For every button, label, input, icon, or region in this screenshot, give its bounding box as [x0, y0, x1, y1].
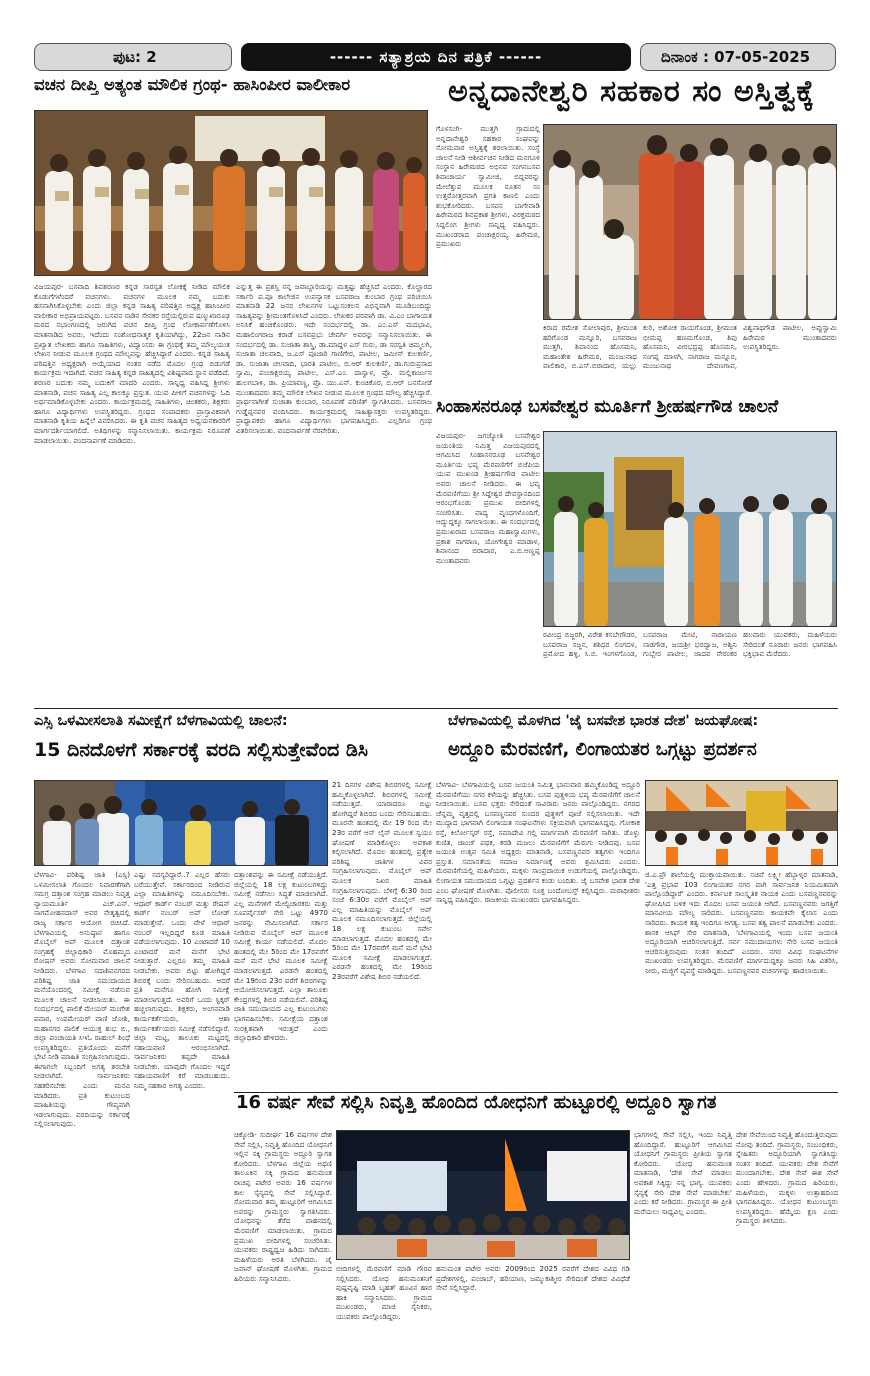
basavesha-headline: ಅದ್ದೂರಿ ಮೆರವಣಿಗೆ, ಲಿಂಗಾಯತರ ಒಗ್ಗಟ್ಟು ಪ್ರದರ್ಶನ	[448, 741, 757, 760]
simhasana-headline: ಸಿಂಹಾಸನರೂಢ ಬಸವೇಶ್ವರ ಮೂರ್ತಿಗೆ ಶ್ರೀಹರ್ಷಗೌಡ ಚಾಲನೆ	[436, 398, 779, 417]
annadaneshwari-caption: ಕಿರಾದ ರಮೇಶ ಸೋಲಾಪುರ, ಶ್ರೀಮಂತ ಹರಿಗೊಂಡ ಮನ್ನೂರಿ, ಬಸವರಾಜ ಮುತ್ತಗಿ, ಶಿವಾನಂದ ಹೊಸಮನಿ, ಮಹಾಂತೇಶ ಹಿರೇಮಠ, ಮಂಜುನಾಥ ವಾಲಿಕಾರ, ಬಿ.ಎಸ್.ಬಿರಾದಾರ, ಯಲ್ಲು ಕುರಿ, ಅಶೋಕ ರಾಯಗೊಂಡ, ಶ್ರೀಮಂತ ಭೀಮಪ್ಪ ಹಣಮಗೊಂಡ, ಶಿವು ಹೊಸಮನಿ, ವೀರಭದ್ರಪ್ಪ ಹೊಸಮನಿ, ಸಂಗಪ್ಪ ಮಾಳಗಿ, ನಾಗರಾಜ ಮನ್ನೂರ, ಮಂಜುನಾಥ ದೇವಣಗಾವ, ವಿಶ್ವನಾಥಗೌಡ ಪಾಟೀಲ, ಅಪ್ಪುಸ್ವಾಮಿ ಹಿರೇಮಠ ಮುಂತಾದವರು ಉಪಸ್ಥಿತರಿದ್ದರು.	[543, 323, 837, 371]
sc-survey-headline: 15 ದಿನದೊಳಗೆ ಸರ್ಕಾರಕ್ಕೆ ವರದಿ ಸಲ್ಲಿಸುತ್ತೇವೆಂದ ಡಿಸಿ	[34, 741, 368, 761]
basavesha-kicker: ಬೆಳಗಾವಿಯಲ್ಲಿ ಮೊಳಗಿದ 'ಜೈ ಬಸವೇಶ ಭಾರತ ದೇಶ' ಜಯಘೋಷ:	[448, 714, 759, 729]
vachana-body-col1: ವಿಜಯಪುರ- ಬಸವಾದಿ ಶಿವಶರಣರ ಕನ್ನಡ ಸಾರಸ್ವತ ಲೋಕಕ್ಕೆ ನೀಡಿದ ಮೌಲಿಕ ಕೊಡುಗೆಗಳೆಂದರೆ ವಚನಗಳು. ವಚನಗಳ ಮೂಲಕ ನಮ್ಮ ಬದುಕು ಹಸನಾಗಿಸಿಕೊಳ್ಳಬೇಕು ಎಂದು ಜಿಲ್ಲಾ ಕನ್ನಡ ಸಾಹಿತ್ಯ ಪರಿಷತ್ತಿನ ಅಧ್ಯಕ್ಷ ಹಾಸಿಂಪೀರ ವಾಲೀಕಾರ ಅಭಿಪ್ರಾಯಪಟ್ಟರು. ಬಸವನ ನಾಡಿನ ಸೇನಕರ ರಸ್ತೆಯಲ್ಲಿರುವ ಷಣ್ಮುಖಾರೂಢ ಮಠದ ಸಭಾಂಗಣದಲ್ಲಿ ಜರುಗಿದ ವಚನ ದೀಪ್ತಿ ಗ್ರಂಥ ಲೋಕಾರ್ಪಣೆಗೊಳಿಸಿ ಮಾತನಾಡಿದ ಅವರು, ಇದೆಂದು ಸಂಶೋಧನಾತ್ಮಕ ಕೃತಿಯಾಗಿದ್ದು, 22ಜನ ನಾಡಿನ ಪ್ರಖ್ಯಾತ ಲೇಖಕರು ಹಾಗೂ ಸಾಹಿತಿಗಳು, ವಿದ್ವಾಂಸರು ಈ ಗ್ರಂಥಕ್ಕೆ ತಮ್ಮ ಮೌಲ್ಯಯುತ ಲೇಖನ ನೀಡುವ ಮೂಲಕ ಗ್ರಂಥದ ಮೌಲ್ಯವನ್ನು ಹೆಚ್ಚಿಸಿದ್ದಾರೆ ಎಂದರು. ಕನ್ನಡ ಸಾಹಿತ್ಯ ಪರಿಷತ್ತಿನ ಅಧ್ಯಕ್ಷರಾಗಿ ಆಯ್ಕೆಯಾದ ನಂತರ ನಡೆದ ಮೊದಲ ಗ್ರಂಥ ಬಿಡುಗಡೆ ಕಾರ್ಯಕ್ರಮ ಇದಾಗಿದೆ. ವಚನ ಸಾಹಿತ್ಯ ಕನ್ನಡ ಸಾಹಿತ್ಯದಲ್ಲಿ ವಿಶಿಷ್ಟವಾದ ಸ್ಥಾನ ಪಡೆದಿದೆ. ಶರಣರ ಬದುಕು ನಮ್ಮ ಬದುಕಿಗೆ ಮಾದರಿ ಎಂದರು. ಸಾನ್ನಿಧ್ಯ ವಹಿಸಿದ್ದ ಶ್ರೀಗಳು ಮಾತನಾಡಿ, ವಚನ ಸಾಹಿತ್ಯ ಎಲ್ಲ ಕಾಲಕ್ಕೂ ಪ್ರಸ್ತುತ. ಯುವ ಪೀಳಿಗೆ ವಚನಗಳನ್ನು ಓದಿ ಅರ್ಥಮಾಡಿಕೊಳ್ಳಬೇಕು ಎಂದರು. ಕಾರ್ಯಕ್ರಮದಲ್ಲಿ ಸಾಹಿತಿಗಳು, ಚಿಂತಕರು, ಶಿಕ್ಷಕರು ಹಾಗೂ ವಿದ್ಯಾರ್ಥಿಗಳು ಉಪಸ್ಥಿತರಿದ್ದರು. ಗ್ರಂಥದ ಸಂಪಾದಕರು ಪ್ರಾಸ್ತಾವಿಕವಾಗಿ ಮಾತನಾಡಿ ಕೃತಿಯ ಹಿನ್ನೆಲೆ ವಿವರಿಸಿದರು. ಈ ಕೃತಿ ವಚನ ಸಾಹಿತ್ಯದ ಅಧ್ಯಯನಕಾರರಿಗೆ ಮಾರ್ಗದರ್ಶಿಯಾಗಲಿದೆ. ಅತಿಥಿಗಳನ್ನು ಸನ್ಮಾನಿಸಲಾಯಿತು. ಕಾರ್ಯಕ್ರಮ ನಿರೂಪಣೆ ಮಾಡಲಾಯಿತು. ವಂದನಾರ್ಪಣೆ ಮಾಡಿದರು.	[34, 282, 230, 445]
sc-survey-body-col2: ಎಷ್ಟು ಸದಸ್ಯರಿದ್ದಾರೆ..? ಎಲ್ಲರ ಹೆಸರು ಬರೆಯುತ್ತೇವೆ. ಸರ್ಕಾರದಿಂದ ನೀಡಿರುವ ಎಲ್ಲಾ ಮಾಹಿತಿಗಳನ್ನು ನಮೂದಿಸಬೇಕು. ಆಧಾರ್ ಕಾರ್ಡ್ ನಂಬರ್ ಮತ್ತು ರೇಷನ್ ಕಾರ್ಡ್ ನಂಬರ್ ಅಪ್ ಲೋಡ್ ಮಾಡುತ್ತೇವೆ. ಒಂದು ವೇಳೆ ಆಧಾರ್ ನಂಬರ್ ಇಲ್ಲದಿದ್ದರೆ ಕೂಡ ಮಾಹಿತಿ ಪಡೆಯಲಾಗುವುದು. 10 ಎಂಟಾದರೆ 10 ಎಂಟಾದರೆ ಮನೆ ಮನೆಗೆ ಭೇಟಿ ನೀಡುತ್ತಾರೆ. ಎಲ್ಲರೂ ತಮ್ಮ ಮಾಹಿತಿ ನೀಡಬೇಕು. ಅವರು ಬಿಟ್ಟು ಹೋಗಿದ್ದರೆ ಶಿಬಿರಕ್ಕೆ ಬಂದು ಸೇರಿಸಬಹುದು. ಆದರೆ ಪ್ರತಿ ಮನೆಗೂ ಹೋಗಿ ಸಮೀಕ್ಷೆ ಮಾಡಲಾಗುತ್ತದೆ. ಅವರಿಗೆ ಒಂದು ಸ್ಟಿಕ್ಕರ್ ಹಚ್ಚಲಾಗುವುದು. ಶಿಕ್ಷಕರು, ಅಂಗನವಾಡಿ ಕಾರ್ಯಕರ್ತೆಯರು, ಆಶಾ ಕಾರ್ಯಕರ್ತೆಯರು ಸಮೀಕ್ಷೆ ನಡೆಸಲಿದ್ದಾರೆ. ಜಿಲ್ಲಾ ಮಟ್ಟ, ತಾಲೂಕು ಮಟ್ಟದಲ್ಲಿ ಸಹಾಯವಾಣಿ ಆರಂಭಿಸಲಾಗಿದೆ. ಸಾರ್ವಜನಿಕರು ತಪ್ಪದೇ ಮಾಹಿತಿ ನೀಡಬೇಕು. ಯಾವುದೇ ಗೊಂದಲ ಇದ್ದರೆ ಸಹಾಯವಾಣಿಗೆ ಕರೆ ಮಾಡಬಹುದು. ನಿಮ್ಮ ಸಹಕಾರ ಅಗತ್ಯ ಎಂದರು.	[134, 870, 230, 1091]
soldier-headline: 16 ವರ್ಷ ಸೇವೆ ಸಲ್ಲಿಸಿ ನಿವೃತ್ತಿ ಹೊಂದಿದ ಯೋಧನಿಗೆ ಹುಟ್ಟೂರಲ್ಲಿ ಅದ್ದೂರಿ ಸ್ವಾಗತ	[236, 1094, 717, 1113]
basavesha-photo	[645, 780, 838, 866]
soldier-top-rule	[234, 1092, 838, 1093]
simhasana-caption: ರವೀಂದ್ರ ಬಿಜ್ಜರಗಿ, ವಿರೇಶ ಕಸಬೇಗೌಡರ, ಬಸವರಾಜ ಸಜ್ಜನ, ಶಶಿಧರ ಲಿಂಗದಳ, ಪ್ರಮೋದ ಹಳ್ಳಿ, ಸಿ.ಬಿ. ಇಂಗಳಗೊಂಡ, ಬಸವರಾಜ ಮೇಟಿ, ನಾರಾಯಣ ನಾಡಗೌಡ, ಜಯಶ್ರೀ ಭರದ್ವಾಜ, ಅಶ್ವಿನಿ ಗುಬ್ಬೇರ ಪಾಟೀಲ, ಜಾದವ ನೇರಂಕರ ಹಲವಾರು ಯುವಕರು, ಮಹಿಳೆಯರು ಸೇರಿದಂತೆ ನೂರಾರು ಜನರು ಭಾಗವಹಿಸಿ ಭಕ್ತಿಭಾವ ಮೆರೆದರು.	[543, 630, 837, 659]
sc-survey-photo	[34, 780, 328, 866]
annadaneshwari-photo	[543, 124, 837, 320]
vachana-headline: ವಚನ ದೀಪ್ತಿ ಅತ್ಯಂತ ಮೌಲಿಕ ಗ್ರಂಥ- ಹಾಸಿಂಪೀರ ವಾಲೀಕಾರ	[34, 76, 351, 94]
basavesha-body-col2: ಜಿ.ಎ.ಪ್ರೌ ಶಾಲೆಯಲ್ಲಿ ಮುಕ್ತಾಯವಾಯಿತು. ಸಚಿವೆ ಲಕ್ಷ್ಮೀ ಹೆಬ್ಬಾಳ್ಕರ ಮಾತನಾಡಿ, 'ಎತ್ತ ಪ್ರಭಾವ 103 ಲಿಂಗಾಯತರ ನಗರ ವಾಗಿ ಸಾರ್ವಜನಿಕ ನಿಯಮಿತವಾಗಿ ಪಾಲ್ಗೊಂಡಿದ್ದಾರೆ' ಎಂದರು. ಕರ್ನಾಟಕ ಸಾಂಸ್ಕೃತಿಕ ನಾಯಕ ಎಂದು ಬಸವಣ್ಣನವರನ್ನು ಘೋಷಿಸಿದ ಬಳಿಕ ಇದು ಮೊದಲ ಬಸವ ಜಯಂತಿ ಆಗಿದೆ. ಬಸವಣ್ಣನವರು ಜಗತ್ತಿಗೆ ಮಾನವೀಯ ಮೌಲ್ಯ ಸಾರಿದರು. ಬಸವಣ್ಣನವರು ಕಾಯಕವೇ ಕೈಲಾಸ ಎಂದು ಸಾರಿದರು. ಕಾಯಕ ತತ್ವ ಇಂದಿಗೂ ಅಗತ್ಯ. ಬಸವ ತತ್ವ ಪಾಲನೆ ಮಾಡಬೇಕು ಎಂದರು. ಶಾಸಕ ಆಸಿಫ್ ಸೇಠ ಮಾತನಾಡಿ, 'ಬೆಳಗಾವಿಯಲ್ಲಿ ಇಂದು ಬಸವ ಜಯಂತಿ ಅದ್ದೂರಿಯಾಗಿ ಆಚರಿಸಲಾಗುತ್ತಿದೆ. ಸರ್ವ ಸಮುದಾಯಗಳು ಸೇರಿ ಬಸವ ಜಯಂತಿ ಆಚರಿಸುತ್ತಿರುವುದು ಸಂತಸ ತಂದಿದೆ' ಎಂದರು. ನಗರ ವಿವಿಧ ಸಂಘಟನೆಗಳ ಮುಖಂಡರು ಉಪಸ್ಥಿತರಿದ್ದರು. ಮೆರವಣಿಗೆ ಮಾರ್ಗದುದ್ದಕ್ಕೂ ಜನರು ಸಿಹಿ ವಿತರಿಸಿ, ನೀರು, ಮಜ್ಜಿಗೆ ವ್ಯವಸ್ಥೆ ಮಾಡಿದ್ದರು. ಬಸವಣ್ಣನವರ ವಚನಗಳನ್ನು ಹಾಡಲಾಯಿತು.	[645, 870, 838, 975]
section-divider	[34, 708, 838, 709]
vachana-photo	[34, 110, 428, 276]
vachana-body-col2: ಎನ್ನುತ್ತ ಈ ಪ್ರಶಸ್ತಿ ನನ್ನ ಜವಾಬ್ದಾರಿಯನ್ನು ಮತ್ತಷ್ಟು ಹೆಚ್ಚಿಸಿದೆ ಎಂದರು. ಕೊಲ್ಹಾರದ ಸರ್ಕಾರಿ ಪ.ಪೂ ಕಾಲೇಜಿನ ಉಪನ್ಯಾಸಕ ಬಸವರಾಜ ಕುಂಬಾರ ಗ್ರಂಥ ಪರಿಚಯಿಸಿ ಮಾತನಾಡಿ 22 ಜನರ ಲೇಖನಗಳ ಒಟ್ಟುಸಂಕಲನ ವಿಭಿನ್ನವಾಗಿ ಮೂಡಿಬಂದಿದ್ದು ಸಾಹಿತ್ಯವನ್ನು ಶ್ರೀಮಂತಗೊಳಿಸಿದೆ ಎಂದರು. ಲೇಖಕರ ಪರವಾಗಿ ಡಾ. ವಿ.ಎಂ ಬಾಗಾಯತ ಅನಿಸಿಕೆ ಹಂಚಿಕೊಂಡರು. ಇದೇ ಸಂದರ್ಭದಲ್ಲಿ ಡಾ. ಎಂ.ಎಸ್ ಮದಭಾವಿ, ಮಹಾಲಿಂಗರಾಜ ಕರಾಡೆ ಬಸವಪ್ರಭು ಜೇವರ್ಗಿ ಅವರನ್ನು ಸನ್ಮಾನಿಸಲಾಯಿತು. ಈ ಸಂದರ್ಭದಲ್ಲಿ ಡಾ. ಸುಜಾತಾ ಶಾಸ್ತ್ರಿ, ಡಾ.ಮಾದ್ದಳ ಎಸ್ ಗುರು, ಡಾ ಸರಸ್ವತಿ ಚಿಮ್ಮಲಗಿ, ಸುಜಾತಾ ಚಲವಾದಿ, ಜ.ಎಸ್ ಪೂಜಾರಿ ಗಾಣಿಗೇರ, ಪಾಟೀಲ, ಜಮೀನ್ ಕುಲಕರ್ಣಿ, ಡಾ. ಸುಜಾತಾ ಚಲವಾದಿ, ಭಾರತಿ ಪಾಟೀಲ, ಬಿ.ಆರ್ ಕುಲಕರ್ಣಿ, ಡಾ.ಗುರುಪ್ರಸಾದ ಸ್ವಾಮಿ, ಪಂಚಾಕ್ಷರಯ್ಯ ಪಾಟೀಲ, ಎಸ್.ಎಂ. ದಾಸ್ವಾಳ, ಪ್ರೊ. ಮಲ್ಲಿಕಾರ್ಜುನ ಹುಲಗಬಾಳಿ, ಡಾ. ಪ್ರಿಯಾವಣ್ಣ, ಪ್ರೊ. ಯು.ಎನ್. ಕುಂಚಿಕೊರ, ಬಿ.ಆರ್ ಬನಸೋಡೆ ಮುಂತಾದವರು ತಮ್ಮ ಮೌಲಿಕ ಲೇಖನ ನೀಡುವ ಮೂಲಕ ಗ್ರಂಥದ ಮೌಲ್ಯ ಹೆಚ್ಚಿಸಿದ್ದಾರೆ. ಪ್ರಾರ್ಥನಾಗೀತೆ ಸುಜಾತಾ ಕುಂಬಾರ, ನಿರೂಪಣೆ ಪರಿಣಿತ್ ಸ್ವಾಗತಿಸಿದರು. ಬಸವರಾಜ ಗುಡ್ಡೆಪ್ಪನವರ ವಂದಿಸಿದರು. ಕಾರ್ಯಕ್ರಮದಲ್ಲಿ ಸಾಹಿತ್ಯಾಸಕ್ತರು ಉಪಸ್ಥಿತರಿದ್ದರು. ಪ್ರಾಧ್ಯಾಪಕರು ಹಾಗೂ ವಿದ್ಯಾರ್ಥಿಗಳು ಭಾಗವಹಿಸಿದ್ದರು. ಎಲ್ಲರಿಗೂ ಗ್ರಂಥ ವಿತರಿಸಲಾಯಿತು. ವಂದನಾರ್ಪಣೆ ನೆರವೇರಿತು.	[236, 282, 432, 435]
soldier-body-col4: ಭಾಗಗಳಲ್ಲಿ ಸೇವೆ ಸಲ್ಲಿಸಿ, ಇಂದು ನಿವೃತ್ತಿ ಹೊಂದಿದ್ದಾರೆ. ಹುಟ್ಟೂರಿಗೆ ಆಗಮಿಸಿದ ಯೋಧನಿಗೆ ಗ್ರಾಮಸ್ಥರು ಪ್ರೀತಿಯ ಸ್ವಾಗತ ಕೋರಿದರು. ಯೋಧ ಹನುಮಂತ ಮಾತನಾಡಿ, 'ದೇಶ ಸೇವೆ ಮಾಡಲು ಅವಕಾಶ ಸಿಕ್ಕಿದ್ದು ನನ್ನ ಭಾಗ್ಯ. ಯುವಕರು ಸೈನ್ಯಕ್ಕೆ ಸೇರಿ ದೇಶ ಸೇವೆ ಮಾಡಬೇಕು' ಎಂದು ಕರೆ ನೀಡಿದರು. ಗ್ರಾಮಸ್ಥರ ಈ ಪ್ರೀತಿ ಮರೆಯಲು ಸಾಧ್ಯವಿಲ್ಲ ಎಂದರು.	[634, 1130, 732, 1216]
simhasana-photo	[543, 431, 837, 627]
soldier-body-col2: ಬೀದಿಗಳಲ್ಲಿ ಮೆರವಣಿಗೆ ಮಾಡಿ ಗೌರವ ಸಲ್ಲಿಸಿದರು. ಯೋಧ ಹನುಮಂತನಿಗೆ ಪುಷ್ಪವೃಷ್ಟಿ ಮಾಡಿ ಬೃಹತ್ ಹೂವಿನ ಹಾರ ಹಾಕಿ ಸನ್ಮಾನಿಸಿದರು. ಗ್ರಾಮದ ಮುಖಂಡರು, ಮಾಜಿ ಸೈನಿಕರು, ಯುವಕರು ಪಾಲ್ಗೊಂಡಿದ್ದರು.	[336, 1264, 432, 1321]
soldier-body-col1: ಚಿಕ್ಕೋಡಿ- ಸುದೀರ್ಘ 16 ವರ್ಷಗಳ ದೇಶ ಸೇವೆ ಸಲ್ಲಿಸಿ, ನಿವೃತ್ತಿ ಹೊಂದಿದ ಯೋಧನಿಗೆ ಇಲ್ಲಿನ ಸಕ್ಕಿ ಗ್ರಾಮಸ್ಥರು ಅದ್ದೂರಿ ಸ್ವಾಗತ ಕೋರಿದರು. ಬೆಳಗಾವಿ ಜಿಲ್ಲೆಯ ಅಥಣಿ ತಾಲೂಕಿನ ಸಕ್ಕಿ ಗ್ರಾಮದ ಹನುಮಂತ ರಾಚಪ್ಪ ಪಟೇರ ಅವರು 16 ವರ್ಷಗಳ ಕಾಲ ಸೈನ್ಯದಲ್ಲಿ ಸೇವೆ ಸಲ್ಲಿಸಿದ್ದಾರೆ. ಸೋಮವಾರ ತಮ್ಮ ಹುಟ್ಟೂರಿಗೆ ಆಗಮಿಸಿದ ಅವರನ್ನು ಗ್ರಾಮಸ್ಥರು ಸ್ವಾಗತಿಸಿದರು. ಯೋಧನನ್ನು ತೆರೆದ ವಾಹನದಲ್ಲಿ ಮೆರವಣಿಗೆ ಮಾಡಲಾಯಿತು. ಗ್ರಾಮದ ಪ್ರಮುಖ ಬೀದಿಗಳಲ್ಲಿ ಸಂಚರಿಸಿತು. ಯುವಕರು ರಾಷ್ಟ್ರಧ್ವಜ ಹಿಡಿದು ಸಾಗಿದರು. ಮಹಿಳೆಯರು ಆರತಿ ಬೆಳಗಿದರು. ಜೈ ಜವಾನ್ ಘೋಷಣೆ ಮೊಳಗಿತು. ಗ್ರಾಮದ ಹಿರಿಯರು ಸನ್ಮಾನಿಸಿದರು.	[234, 1130, 332, 1283]
sc-survey-body-col3: ದತ್ತಾಂಶವನ್ನು ಈ ಸಮೀಕ್ಷೆ ನಡೆಯುತ್ತಿದೆ. ಜಿಲ್ಲೆಯಲ್ಲಿ 18 ಲಕ್ಷ ಕುಟುಂಬಗಳಿದ್ದು ಸಮೀಕ್ಷೆ ನಡೆಸಲು ಸಿದ್ಧತೆ ಮಾಡಲಾಗಿದೆ. ಎಲ್ಲ ಮನೆಗಳಿಗೆ ಮೇಲ್ವಿಚಾರಕರು ಮತ್ತು ಸೂಪರ್ವೈಸರ್ ಸೇರಿ ಒಟ್ಟು 4970 ಜನರನ್ನು ನೇಮಿಸಲಾಗಿದೆ. ಸರ್ಕಾರ ನೀಡಿರುವ ಮೊಬೈಲ್ ಆಪ್ ಮೂಲಕ ಸಮೀಕ್ಷೆ ಕಾರ್ಯ ನಡೆಯಲಿದೆ. ಮೊದಲ ಹಂತದಲ್ಲಿ ಮೇ 5ರಿಂದ ಮೇ 17ರವರೆಗೆ ಮನೆ ಮನೆ ಭೇಟಿ ಮೂಲಕ ಸಮೀಕ್ಷೆ ಮಾಡಲಾಗುತ್ತದೆ. ಎರಡನೇ ಹಂತದಲ್ಲಿ ಮೇ 19ರಿಂದ 23ರ ವರೆಗೆ ಶಿಬಿರಗಳನ್ನು ಆಯೋಜಿಸಲಾಗುತ್ತದೆ. ಎಲ್ಲಾ ತಾಲೂಕು ಕೇಂದ್ರಗಳಲ್ಲಿ ಶಿಬಿರ ನಡೆಯಲಿವೆ. ಪರಿಶಿಷ್ಟ ಜಾತಿ ಸಮುದಾಯದ ಎಲ್ಲ ಕುಟುಂಬಗಳು ಭಾಗವಹಿಸಬೇಕು. ಸಮೀಕ್ಷೆಯ ದತ್ತಾಂಶ ಸುರಕ್ಷಿತವಾಗಿ ಇರುತ್ತದೆ ಎಂದು ಜಿಲ್ಲಾಧಿಕಾರಿ ಹೇಳಿದರು.	[234, 870, 328, 1043]
issue-date: ದಿನಾಂಕ : 07-05-2025	[640, 43, 836, 71]
sc-survey-body-col1: ಬೆಳಗಾವಿ- ಪರಿಶಿಷ್ಟ ಜಾತಿ (ಎಸ್ಸಿ) ಒಳಮೀಸಲಾತಿ ಗೊಂದಲ ನಿವಾರಣೆಗಾಗಿ ಸಮಗ್ರ ದತ್ತಾಂಶ ಸಂಗ್ರಹ ಮಾಡಲು ನಿವೃತ್ತ ನ್ಯಾಯಮೂರ್ತಿ ಎಚ್.ಎನ್. ನಾಗಮೋಹನದಾಸ್ ಅವರ ನೇತೃತ್ವದಲ್ಲಿ ರಾಜ್ಯ ಸರ್ಕಾರ ಆಯೋಗ ರಚಿಸಿದೆ. ಬೆಳಗಾವಿಯಲ್ಲಿ ಅನುಷ್ಠಾನ ಹಾಗೂ ಮೊಬೈಲ್ ಆಪ್ ಮೂಲಕ ದತ್ತಾಂಶ ಸಂಗ್ರಹಕ್ಕೆ ಜಿಲ್ಲಾಧಿಕಾರಿ ಮೊಹಮ್ಮದ ರೋಷನ್ ಅವರು ಸೋಮವಾರ ಚಾಲನೆ ನೀಡಿದರು. ಬೆಳಗಾವಿ ಸದಾಶಿವನಗರದ ಪರಿಶಿಷ್ಟ ಜಾತಿ ಸಮುದಾಯದ ಮನೆಯೊಂದರಲ್ಲಿ ಸಮೀಕ್ಷೆ ನಡೆಸುವ ಮೂಲಕ ಚಾಲನೆ ನೀಡಲಾಯಿತು. ಈ ಸಂದರ್ಭದಲ್ಲಿ ಪಾಲಿಕೆ ಮೇಯರ್ ಮಂಗೇಶ ಪವಾರ, ಉಪಮೇಯರ್ ವಾಣಿ ಜೋಶಿ, ಮಹಾನಗರ ಪಾಲಿಕೆ ಆಯುಕ್ತ ಶುಭ ಬಿ., ಜಿಲ್ಲಾ ಪಂಚಾಯತಿ ಸಿಇಓ ರಾಹುಲ್ ಶಿಂಧೆ ಉಪಸ್ಥಿತರಿದ್ದರು. ಪ್ರತಿಯೊಂದು ಮನೆಗೆ ಭೇಟಿ ನೀಡಿ ಮಾಹಿತಿ ಸಂಗ್ರಹಿಸಲಾಗುವುದು. ಈಗಾಗಲೇ ಸಿಬ್ಬಂದಿಗೆ ಅಗತ್ಯ ತರಬೇತಿ ನೀಡಲಾಗಿದೆ. ಸಾರ್ವಜನಿಕರು ಸಹಕರಿಸಬೇಕು ಎಂದು ಮನವಿ ಮಾಡಿದರು. ಪ್ರತಿ ಕುಟುಂಬದ ಮಾಹಿತಿಯನ್ನು ಗೌಪ್ಯವಾಗಿ ಇಡಲಾಗುವುದು. ವರದಿಯನ್ನು ಸರ್ಕಾರಕ್ಕೆ ಸಲ್ಲಿಸಲಾಗುವುದು.	[34, 870, 130, 1129]
soldier-body-col5: ದೇಶ ಸೇವೆಯಿಂದ ನಿವೃತ್ತಿ ಹೊಂದುತ್ತಿರುವುದು ನೋವು ತಂದಿದೆ. ಗ್ರಾಮಸ್ಥರು, ಸಂಬಂಧಿಕರು, ಸ್ನೇಹಿತರು ಅದ್ದೂರಿಯಾಗಿ ಸ್ವಾಗತಿಸಿದ್ದು ಸಂತಸ ತಂದಿದೆ. ಯುವಕರು ದೇಶ ಸೇವೆಗೆ ಮುಂದಾಗಬೇಕು. ದೇಶ ಸೇವೆ ಈಶ ಸೇವೆ ಎಂದು ಹೇಳಿದರು. ಗ್ರಾಮದ ಹಿರಿಯರು, ಮಹಿಳೆಯರು, ಮಕ್ಕಳು ಉತ್ಸಾಹದಿಂದ ಭಾಗವಹಿಸಿದ್ದರು. ಯೋಧನ ಕುಟುಂಬಸ್ಥರು ಉಪಸ್ಥಿತರಿದ್ದರು. ಹೆಮ್ಮೆಯ ಕ್ಷಣ ಎಂದು ಗ್ರಾಮಸ್ಥರು ತಿಳಿಸಿದರು.	[736, 1130, 838, 1226]
sc-survey-kicker: ಎಸ್ಸಿ ಒಳಮೀಸಲಾತಿ ಸಮೀಕ್ಷೆಗೆ ಬೆಳಗಾವಿಯಲ್ಲಿ ಚಾಲನೆ:	[34, 714, 288, 729]
annadaneshwari-body: ಗೊಳಸಂಗಿ- ಮುತ್ತಗಿ ಗ್ರಾಮದಲ್ಲಿ ಅನ್ನದಾನೇಶ್ವರಿ ಸಹಕಾರ ಸಂಘವನ್ನು ಸೋಮವಾರ ಅಸ್ತಿತ್ವಕ್ಕೆ ತರಲಾಯಿತು. ಸಂಸ್ಥೆ ಚಾಲನೆ ನೀಡಿ ಆಶೀರ್ವಚನ ನೀಡಿದ ಮನಗೂಳಿ ಸಂಸ್ಥಾನ ಹಿರೇಮಠದ ಅಭಿನವ ಸಂಗನಬಸವ ಶಿವಾಚಾರ್ಯ ಸ್ವಾಮೀಜಿ, ಬಿದ್ದವರನ್ನು ಮೇಲೆತ್ತುವ ಮೂಲಕ ನೂತನ ಸಂ ಉತ್ತರೋತ್ತರವಾಗಿ ಪ್ರಗತಿ ಕಾಣಲಿ ಎಂದು ಶುಭಕೋರಿದರು. ಬಸವನ ಬಾಗೇವಾಡಿ ಹಿರೇಮಠದ ಶಿವಪ್ರಕಾಶ ಶ್ರೀಗಳು, ವಿರಕ್ತಮಠದ ಸಿದ್ದಲಿಂಗ ಶ್ರೀಗಳು ಸಾನ್ನಿಧ್ಯ ವಹಿಸಿದ್ದರು. ಮುಖಂಡರಾದ ಪಂಚಾಕ್ಷರಯ್ಯ ಹಿರೇಮಠ, ಪ್ರಮುಖರು	[436, 124, 540, 249]
page-number-label: ಪುಟ: 2	[34, 43, 232, 71]
basavesha-body-col1: ಬೆಳಗಾವಿ- ಬೆಳಗಾವಿಯಲ್ಲಿ ಬಸವ ಜಯಂತಿ ನಿಮಿತ್ತ ಭಾನುವಾರ ಹಮ್ಮಿಕೊಂಡಿದ್ದ ಅದ್ದೂರಿ ಮೆರವಣಿಗೆಯು ನಗರ ಕಳೆಯನ್ನು ಹೆಚ್ಚಿಸಿತು. ಬಸವ ಪುತ್ಥಳಿಯ ಭವ್ಯ ಮೆರವಣಿಗೆಗೆ ಚಾಲನೆ ನೀಡಲಾಯಿತು. ಬಸವ ಭಕ್ತರು ಸೇರಿದಂತೆ ಸಾವಿರಾರು ಜನರು ಪಾಲ್ಗೊಂಡಿದ್ದರು. ನಗರದ ಚೆನ್ನಮ್ಮ ವೃತ್ತದಲ್ಲಿ ಬಸವಣ್ಣನವರ ಸುಂದರ ಪುತ್ಥಳಿಗೆ ಪೂಜೆ ಸಲ್ಲಿಸಲಾಯಿತು. ಇದೇ ಮುದ್ದಾದ ಭಾಗವಾಗಿ ಲಿಂಗಾಯತ ಸಂಘಟನೆಗಳು ಸಕ್ರಿಯವಾಗಿ ಭಾಗವಹಿಸಿದ್ದವು. ಗೋಕಾಕ ರಸ್ತೆ, ಕಿರ್ಲೋಸ್ಕರ್ ರಸ್ತೆ, ಸಮಾದೇವಿ ಗಲ್ಲಿ ಮಾರ್ಗವಾಗಿ ಮೆರವಣಿಗೆ ಸಾಗಿತು. ಡೊಳ್ಳು ಕುಣಿತ, ಜಾಂಜ್ ಪಥಕ, ಕರಡಿ ಮಜಲು ಮೆರವಣಿಗೆಗೆ ಮೆರುಗು ನೀಡಿದವು. ಬಸವ ಜಯಂತಿ ಉತ್ಸವ ಸಮಿತಿ ಅಧ್ಯಕ್ಷರು ಮಾತನಾಡಿ, ಬಸವಣ್ಣನವರ ತತ್ವಗಳು ಇಂದಿಗೂ ಪ್ರಸ್ತುತ. ಸಮಾನತೆಯ ಸಮಾಜ ನಿರ್ಮಾಣಕ್ಕೆ ಅವರು ಶ್ರಮಿಸಿದರು ಎಂದರು. ಮೆರವಣಿಗೆಯಲ್ಲಿ ಮಹಿಳೆಯರು, ಮಕ್ಕಳು ಸಾಂಪ್ರದಾಯಿಕ ಉಡುಗೆಯಲ್ಲಿ ಪಾಲ್ಗೊಂಡಿದ್ದರು. ಲಿಂಗಾಯತ ಸಮುದಾಯದ ಒಗ್ಗಟ್ಟು ಪ್ರದರ್ಶನ ಕಂಡು ಬಂದಿತು. ಜೈ ಬಸವೇಶ ಭಾರತ ದೇಶ ಎಂಬ ಘೋಷಣೆ ಮೊಳಗಿತು. ಪೊಲೀಸರು ಸೂಕ್ತ ಬಂದೋಬಸ್ತ್ ಕಲ್ಪಿಸಿದ್ದರು. ಮಠಾಧೀಶರು ಸಾನ್ನಿಧ್ಯ ವಹಿಸಿದ್ದರು. ರಾಜಕೀಯ ಮುಖಂಡರು ಭಾಗವಹಿಸಿದ್ದರು.	[436, 780, 640, 905]
newspaper-name: ------ ಸತ್ಯಾಶ್ರಯ ದಿನ ಪತ್ರಿಕೆ ------	[241, 43, 631, 71]
sc-survey-body-right: 21 ದಿನಗಳ ವಿಶೇಷ ಶಿಬಿರಗಳಲ್ಲಿ ಸಮೀಕ್ಷೆ ಹಮ್ಮಿಕೊಳ್ಳಲಾಗಿದೆ. ಶಿಬಿರಗಳಲ್ಲಿ ಸಮೀಕ್ಷೆ ನಡೆಯುತ್ತದೆ. ಯಾರಾದರೂ ಬಿಟ್ಟು ಹೋಗಿದ್ದರೆ ಶಿಬಿರದ ಬಂದು ಸೇರಿಸಬಹುದು. ಮೂರನೇ ಹಂತದಲ್ಲಿ ಮೇ 19 ರಿಂದ ಮೇ 23ರ ವರೆಗೆ ಆನ್ ಲೈನ್ ಮೂಲಕ ಸ್ವಯಂ ಘೋಷಣೆ ಮಾಡಿಕೊಳ್ಳಲು ಅವಕಾಶ ಕಲ್ಪಿಸಲಾಗಿದೆ. ಮೊದಲ ಹಂತದಲ್ಲಿ ಪ್ರತ್ಯೇಕ ಪರಿಶಿಷ್ಟ ಜಾತಿಗಳ ವಿವರ ಸಂಗ್ರಹಿಸಲಾಗುವುದು. ಮೊಬೈಲ್ ಆಪ್ ಮೂಲಕ ನಿಖರ ಮಾಹಿತಿ ಸಂಗ್ರಹಿಸಲಾಗುವುದು. ಬೆಳಿಗ್ಗೆ 6:30 ರಿಂದ ಸಂಜೆ 6:30ರ ವರೆಗೆ ಮೊಬೈಲ್ ಆಪ್ ಎಲ್ಲ ಮಾಹಿತಿಯನ್ನು ಮೊಬೈಲ್ ಆಪ್ ಮೂಲಕ ನಮೂದಿಸಲಾಗುತ್ತದೆ. ಜಿಲ್ಲೆಯಲ್ಲಿ 18 ಲಕ್ಷ ಕುಟುಂಬ ಸರ್ವೇ ಮಾಡಲಾಗುತ್ತದೆ. ಮೊದಲ ಹಂತದಲ್ಲಿ ಮೇ 5ರಿಂದ ಮೇ 17ರವರೆಗೆ ಮನೆ ಮನೆ ಭೇಟಿ ಮೂಲಕ ಸಮೀಕ್ಷೆ ಮಾಡಲಾಗುತ್ತದೆ. ಎರಡನೇ ಹಂತದಲ್ಲಿ ಮೇ 19ರಿಂದ 23ರವರೆಗೆ ವಿಶೇಷ ಶಿಬಿರ ನಡೆಯಲಿದೆ.	[332, 780, 432, 981]
annadaneshwari-headline: ಅನ್ನದಾನೇಶ್ವರಿ ಸಹಕಾರ ಸಂ ಅಸ್ತಿತ್ವಕ್ಕೆ	[448, 76, 815, 109]
soldier-body-col3: ಹನುಮಂತ ಪಟೇರ ಅವರು 2009ರಿಂದ 2025 ರವರೆಗೆ ದೇಶದ ವಿವಿಧ ಗಡಿ ಪ್ರದೇಶಗಳಲ್ಲಿ, ಪಂಜಾಬ್, ಹರಿಯಾಣ, ಜಮ್ಮುಕಾಶ್ಮೀರ ಸೇರಿದಂತೆ ದೇಶದ ವಿವಿಧೆಡೆ ಸೇವೆ ಸಲ್ಲಿಸಿದ್ದಾರೆ.	[436, 1264, 630, 1293]
soldier-photo	[336, 1130, 630, 1260]
simhasana-body: ವಿಜಯಪುರ- ಜಗಜ್ಯೋತಿ ಬಸವೇಶ್ವರ ಜಯಂತಿಯ ನಿಮಿತ್ತ ವಿಜಯಪುರದಲ್ಲಿ ಆಗಮಿಸಿದ ಸಿಂಹಾಸನರೂಢ ಬಸವೇಶ್ವರ ಮೂರ್ತಿಯ ಭವ್ಯ ಮೆರವಣಿಗೆಗೆ ಬಿಜೆಪಿಯ ಯುವ ಮುಖಂಡ ಶ್ರೀಹರ್ಷಗೌಡ ಪಾಟೀಲ ಅವರು ಚಾಲನೆ ನೀಡಿದರು. ಈ ಭವ್ಯ ಮೆರವಣಿಗೆಯು ಶ್ರೀ ಸಿದ್ದೇಶ್ವರ ದೇವಸ್ಥಾನದಿಂದ ಆರಂಭಗೊಂಡು ಪ್ರಮುಖ ಬೀದಿಗಳಲ್ಲಿ ಸಂಚರಿಸಿತು. ವಾದ್ಯ ವೃಂದಗಳೊಂದಿಗೆ, ಆದ್ಯುದ್ದಕ್ಕೂ ಸಾಗಲಾಯಿತು. ಈ ಸಂದರ್ಭದಲ್ಲಿ ಪ್ರಮುಖರಾದ ಬಸವರಾಜ ಮಹಾಸ್ವಾಮಿಗಳು, ಪ್ರಕಾಶ ನಾಗಠಾಣ, ಯೋಗೇಶ್ವರ ಮಾಡಾಳ, ಶಿವಾನಂದ ಬಿರಾದಾರ, ಎ.ಬಿ.ಅಣ್ಣಪ್ಪ ಮುಂತಾದವರು	[436, 431, 540, 565]
